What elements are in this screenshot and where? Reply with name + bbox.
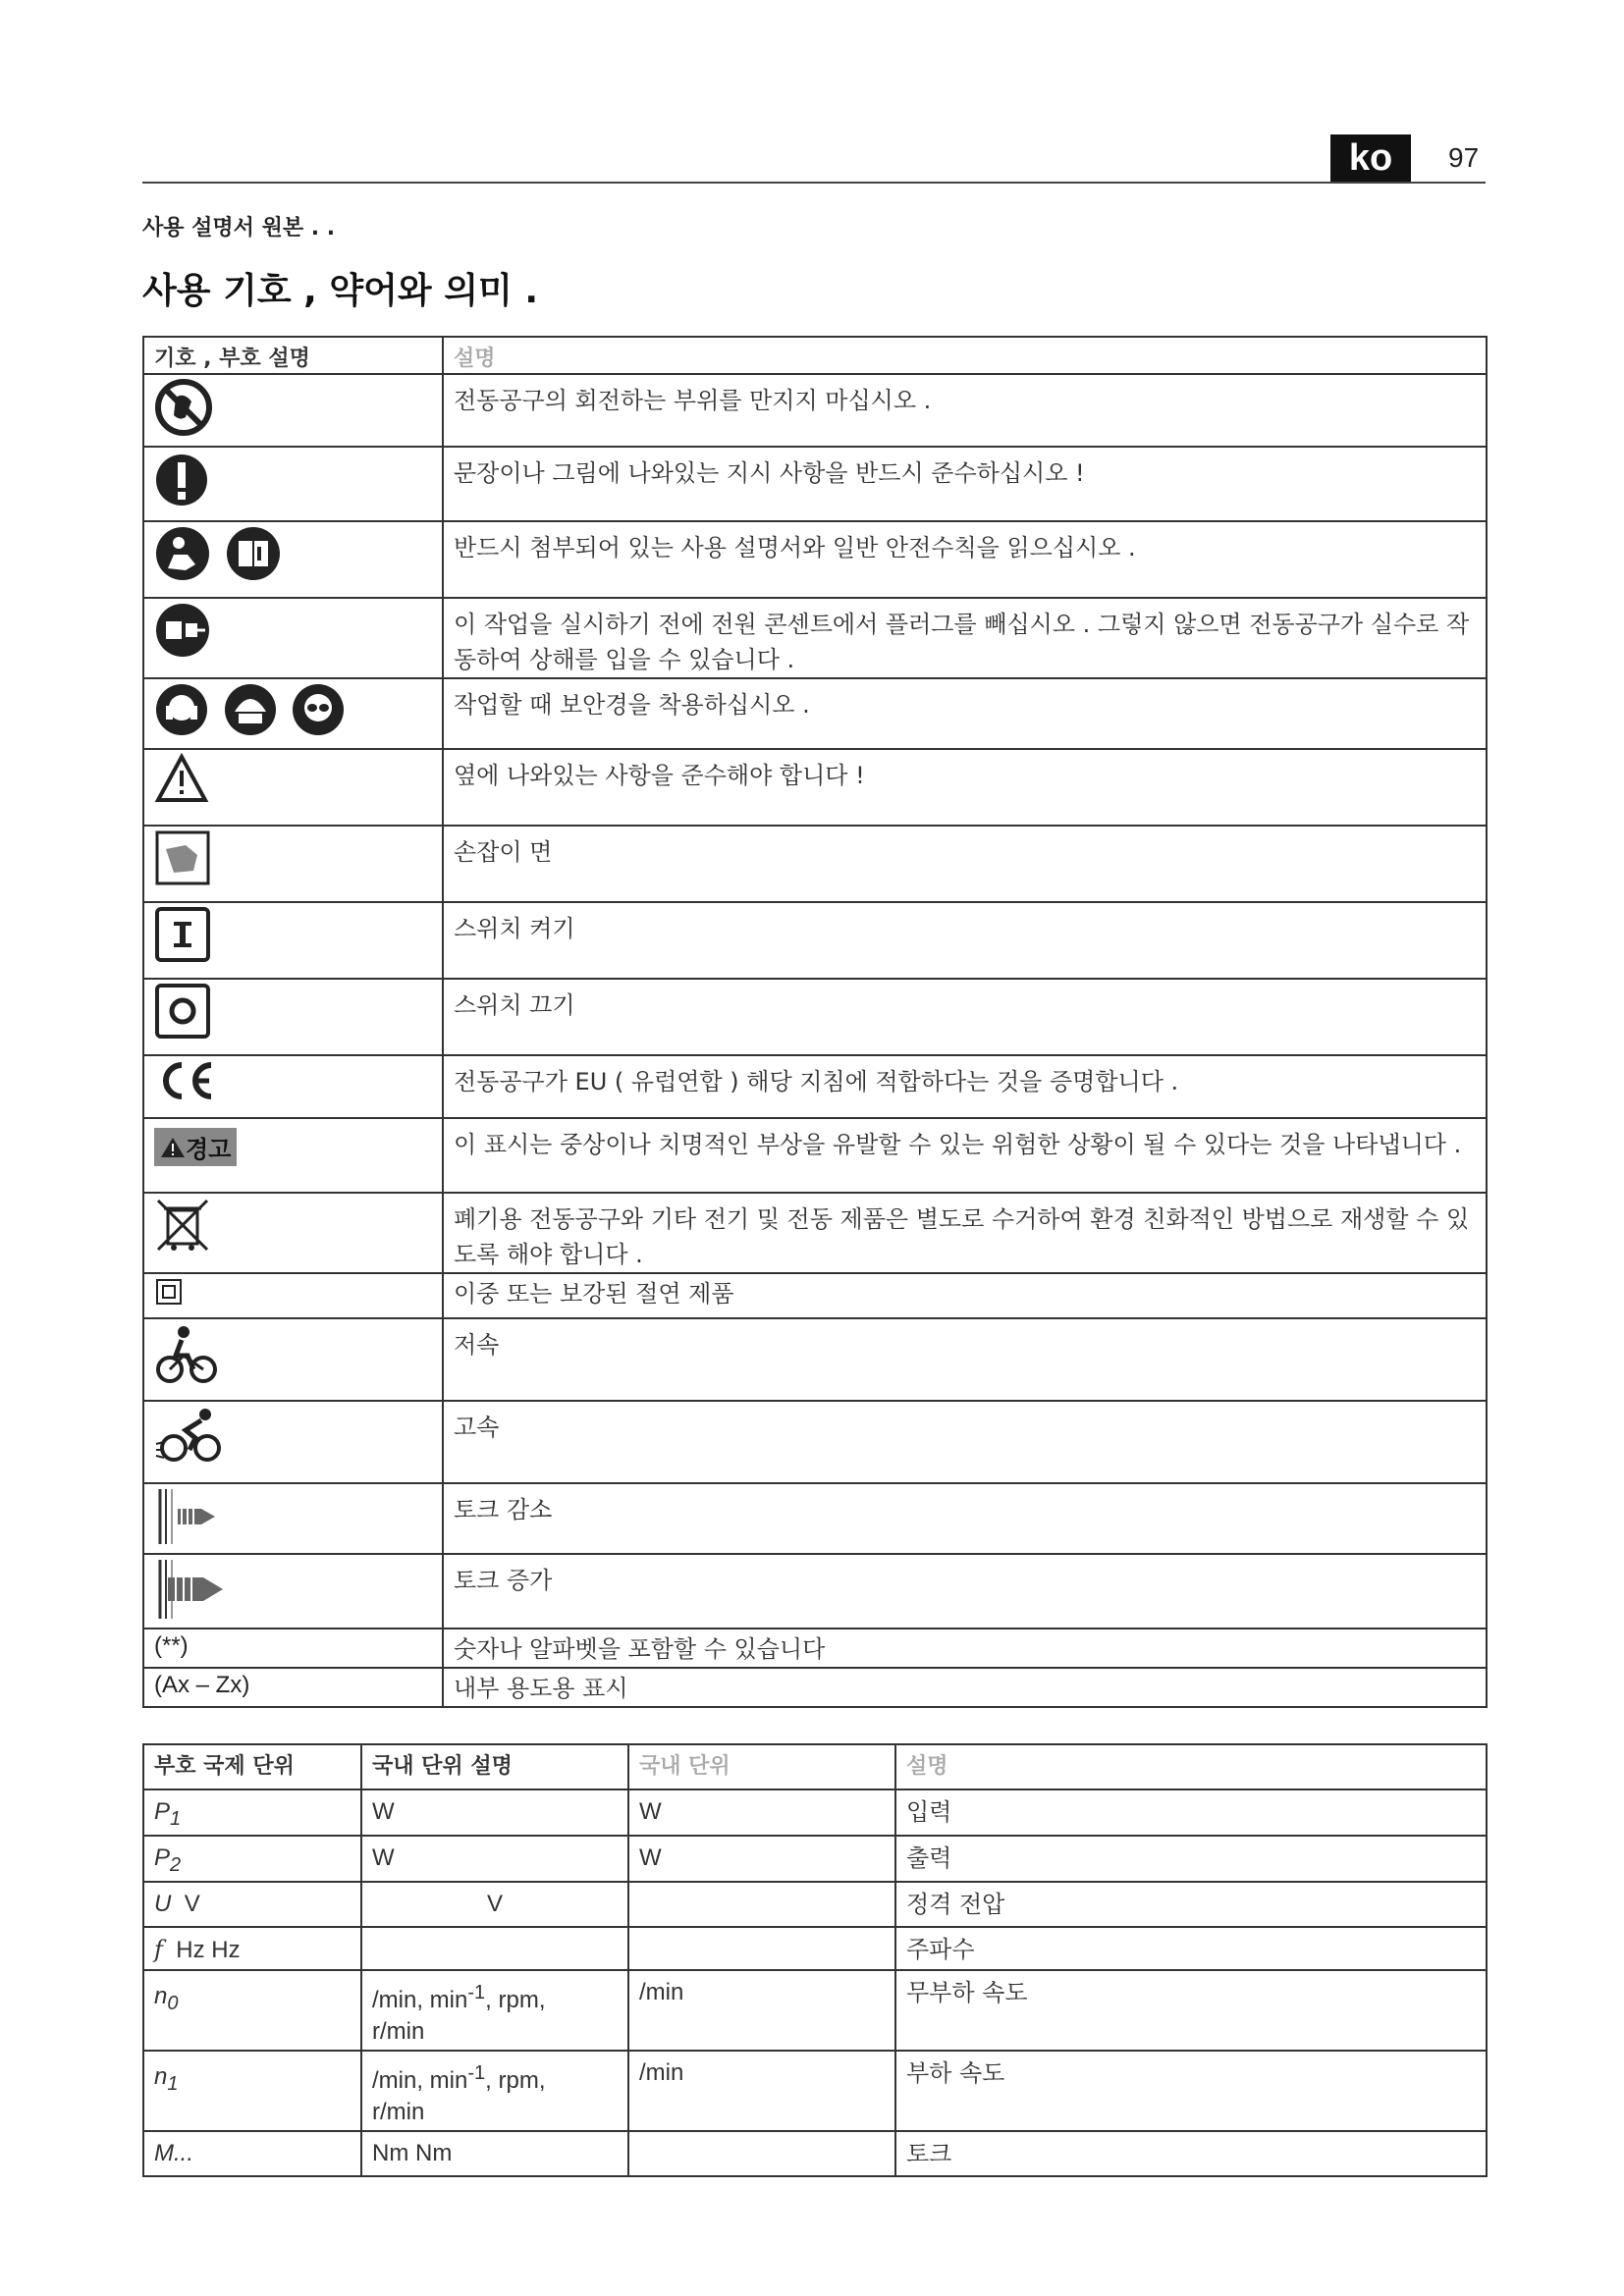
- grip-surface-icon: [154, 829, 211, 886]
- description-cell: 반드시 첨부되어 있는 사용 설명서와 일반 안전수칙을 읽으십시오 .: [443, 521, 1487, 598]
- unit-symbol: P: [154, 1798, 171, 1825]
- icon-cell: [143, 1483, 443, 1554]
- unplug-icon: [154, 602, 211, 659]
- table-row: [143, 1629, 1487, 1668]
- warning-label-text: 경고: [186, 1136, 232, 1163]
- unit-symbol-subscript: 0: [167, 1992, 179, 2014]
- info-book-icon: [225, 525, 282, 582]
- local-unit-cell: [628, 1882, 895, 1927]
- table-row: [143, 902, 1487, 979]
- description-cell: 전동공구가 EU ( 유럽연합 ) 해당 지침에 적합하다는 것을 증명합니다 .: [443, 1055, 1487, 1118]
- weee-bin-icon: [154, 1197, 211, 1255]
- description-cell: 스위치 켜기: [443, 902, 1487, 979]
- description-cell: 이중 또는 보강된 절연 제품: [443, 1273, 1487, 1318]
- description-cell: 옆에 나와있는 사항을 준수해야 합니다 !: [443, 749, 1487, 826]
- icon-cell: [143, 1318, 443, 1401]
- description-cell: 이 표시는 중상이나 치명적인 부상을 유발할 수 있는 위험한 상황이 될 수 있다는 것을 나타냅니다 .: [443, 1118, 1487, 1193]
- intl-unit-cell: [361, 1927, 628, 1970]
- header-cell: 설명: [443, 337, 1487, 374]
- local-unit-cell: W: [628, 1789, 895, 1836]
- read-manual-icon: [154, 525, 211, 582]
- symbol-cell: [143, 2051, 361, 2131]
- table-row: [143, 1789, 1487, 1836]
- unit-symbol-subscript: 1: [167, 2072, 179, 2095]
- intl-unit-cell: W: [361, 1836, 628, 1882]
- unit-description-cell: 부하 속도: [895, 2051, 1487, 2131]
- unit-symbol: n: [154, 1982, 168, 2009]
- unit-description-cell: 입력: [895, 1789, 1487, 1836]
- table-row: [143, 1055, 1487, 1118]
- table-row: [143, 521, 1487, 598]
- intl-unit-cell: V: [361, 1882, 628, 1927]
- local-unit-cell: [628, 2131, 895, 2176]
- page-number: 97: [1448, 142, 1480, 173]
- symbol-cell: [143, 2131, 361, 2176]
- symbol-cell: [143, 1836, 361, 1882]
- icon-cell: [143, 447, 443, 521]
- table-row: [143, 1483, 1487, 1554]
- symbol-cell: [143, 1789, 361, 1836]
- helmet-icon: [223, 682, 278, 737]
- header-cell: 설명: [895, 1744, 1487, 1789]
- description-cell: 작업할 때 보안경을 착용하십시오 .: [443, 678, 1487, 749]
- unit-symbol: f: [154, 1935, 163, 1963]
- icon-cell: [143, 598, 443, 678]
- icon-cell: [143, 1554, 443, 1629]
- icon-cell: [143, 1055, 443, 1118]
- intl-unit-superscript: -1: [467, 2061, 486, 2084]
- table-row: [143, 1882, 1487, 1927]
- icon-cell: [143, 1273, 443, 1318]
- code-cell: (**): [143, 1629, 443, 1668]
- warning-label-icon: [154, 1128, 237, 1166]
- table-row: [143, 1401, 1487, 1483]
- intl-unit-text: r/min: [372, 2098, 425, 2125]
- table-row: [143, 1118, 1487, 1193]
- icon-cell: [143, 1401, 443, 1483]
- icon-cell: [143, 979, 443, 1055]
- table-row: [143, 1318, 1487, 1401]
- table-row: [143, 1273, 1487, 1318]
- table-header-row: [143, 1744, 1487, 1789]
- description-cell: 고속: [443, 1401, 1487, 1483]
- unit-symbol-unit: Hz Hz: [176, 1936, 241, 1963]
- symbol-cell: [143, 1882, 361, 1927]
- header-cell: 기호 , 부호 설명: [143, 337, 443, 374]
- table-row: [143, 1836, 1487, 1882]
- icon-cell: [143, 1118, 443, 1193]
- intl-unit-text: /min, min: [372, 2066, 468, 2094]
- unit-symbol: P: [154, 1843, 171, 1871]
- description-cell: 이 작업을 실시하기 전에 전원 콘센트에서 플러그를 빼십시오 . 그렇지 않으면 전동공구가 실수로 작동하여 상해를 입을 수 있습니다 .: [443, 598, 1487, 678]
- mandatory-exclamation-icon: [154, 451, 209, 509]
- local-unit-cell: /min: [628, 1970, 895, 2051]
- icon-cell: [143, 374, 443, 447]
- table-row: [143, 1554, 1487, 1629]
- description-cell: 전동공구의 회전하는 부위를 만지지 마십시오 .: [443, 374, 1487, 447]
- ce-mark-icon: [154, 1059, 217, 1102]
- table-row: [143, 374, 1487, 447]
- local-unit-cell: [628, 1927, 895, 1970]
- header-cell: 국내 단위: [628, 1744, 895, 1789]
- icon-cell: [143, 521, 443, 598]
- description-cell: 내부 용도용 표시: [443, 1668, 1487, 1707]
- symbol-cell: [143, 1927, 361, 1970]
- table-row: [143, 2131, 1487, 2176]
- unit-description-cell: 토크: [895, 2131, 1487, 2176]
- switch-off-icon: [154, 983, 211, 1040]
- intl-unit-text: /min, min: [372, 1986, 468, 2013]
- high-speed-bike-icon: [154, 1405, 227, 1466]
- unit-symbol: n: [154, 2062, 168, 2090]
- icon-cell: [143, 826, 443, 902]
- unit-symbol: M...: [154, 2139, 193, 2166]
- intl-unit-cell: [361, 2051, 628, 2131]
- symbols-table: [142, 336, 1488, 1708]
- symbol-cell: [143, 1970, 361, 2051]
- low-speed-bike-icon: [154, 1322, 219, 1387]
- torque-increase-icon: [154, 1558, 227, 1621]
- ear-protection-icon: [154, 682, 209, 737]
- unit-symbol: U: [154, 1890, 172, 1917]
- table-row: [143, 1193, 1487, 1273]
- unit-symbol-unit: V: [184, 1890, 200, 1917]
- intl-unit-superscript: -1: [467, 1981, 486, 2003]
- table-row: [143, 598, 1487, 678]
- icon-cell: [143, 902, 443, 979]
- icon-cell: [143, 678, 443, 749]
- table-row: [143, 1970, 1487, 2051]
- description-cell: 문장이나 그림에 나와있는 지시 사항을 반드시 준수하십시오 !: [443, 447, 1487, 521]
- page-title: 사용 기호 , 약어와 의미 .: [142, 271, 539, 311]
- language-badge: ko: [1330, 134, 1411, 182]
- header-rule: [142, 182, 1486, 184]
- units-table: [142, 1743, 1488, 2177]
- table-row: [143, 678, 1487, 749]
- warning-triangle-icon: [154, 753, 209, 804]
- local-unit-cell: W: [628, 1836, 895, 1882]
- double-insulation-icon: [154, 1277, 184, 1307]
- description-cell: 폐기용 전동공구와 기타 전기 및 전동 제품은 별도로 수거하여 환경 친화적인 방법으로 재생할 수 있도록 해야 합니다 .: [443, 1193, 1487, 1273]
- code-cell: (Ax – Zx): [143, 1668, 443, 1707]
- table-row: [143, 826, 1487, 902]
- unit-description-cell: 주파수: [895, 1927, 1487, 1970]
- table-row: [143, 1927, 1487, 1970]
- no-touch-rotating-icon: [154, 378, 213, 437]
- unit-symbol-subscript: 1: [170, 1807, 182, 1830]
- goggles-icon: [291, 682, 346, 737]
- header-cell: 부호 국제 단위: [143, 1744, 361, 1789]
- table-row: [143, 749, 1487, 826]
- intl-unit-cell: W: [361, 1789, 628, 1836]
- local-unit-cell: /min: [628, 2051, 895, 2131]
- unit-symbol-subscript: 2: [170, 1853, 182, 1876]
- table-row: [143, 447, 1487, 521]
- table-row: [143, 979, 1487, 1055]
- intl-unit-cell: [361, 1970, 628, 2051]
- intl-unit-text: , rpm,: [485, 2066, 546, 2094]
- unit-description-cell: 정격 전압: [895, 1882, 1487, 1927]
- intl-unit-text: r/min: [372, 2017, 425, 2045]
- table-row: [143, 2051, 1487, 2131]
- description-cell: 스위치 끄기: [443, 979, 1487, 1055]
- description-cell: 토크 감소: [443, 1483, 1487, 1554]
- unit-description-cell: 출력: [895, 1836, 1487, 1882]
- switch-on-icon: [154, 906, 211, 963]
- description-cell: 토크 증가: [443, 1554, 1487, 1629]
- description-cell: 숫자나 알파벳을 포함할 수 있습니다: [443, 1629, 1487, 1668]
- unit-description-cell: 무부하 속도: [895, 1970, 1487, 2051]
- description-cell: 손잡이 면: [443, 826, 1487, 902]
- icon-cell: [143, 749, 443, 826]
- intl-unit-cell: Nm Nm: [361, 2131, 628, 2176]
- document-subtitle: 사용 설명서 원본 . .: [142, 216, 336, 240]
- table-header-row: [143, 337, 1487, 374]
- icon-cell: [143, 1193, 443, 1273]
- torque-decrease-icon: [154, 1487, 219, 1546]
- intl-unit-text: , rpm,: [485, 1986, 546, 2013]
- description-cell: 저속: [443, 1318, 1487, 1401]
- header-cell: 국내 단위 설명: [361, 1744, 628, 1789]
- table-row: [143, 1668, 1487, 1707]
